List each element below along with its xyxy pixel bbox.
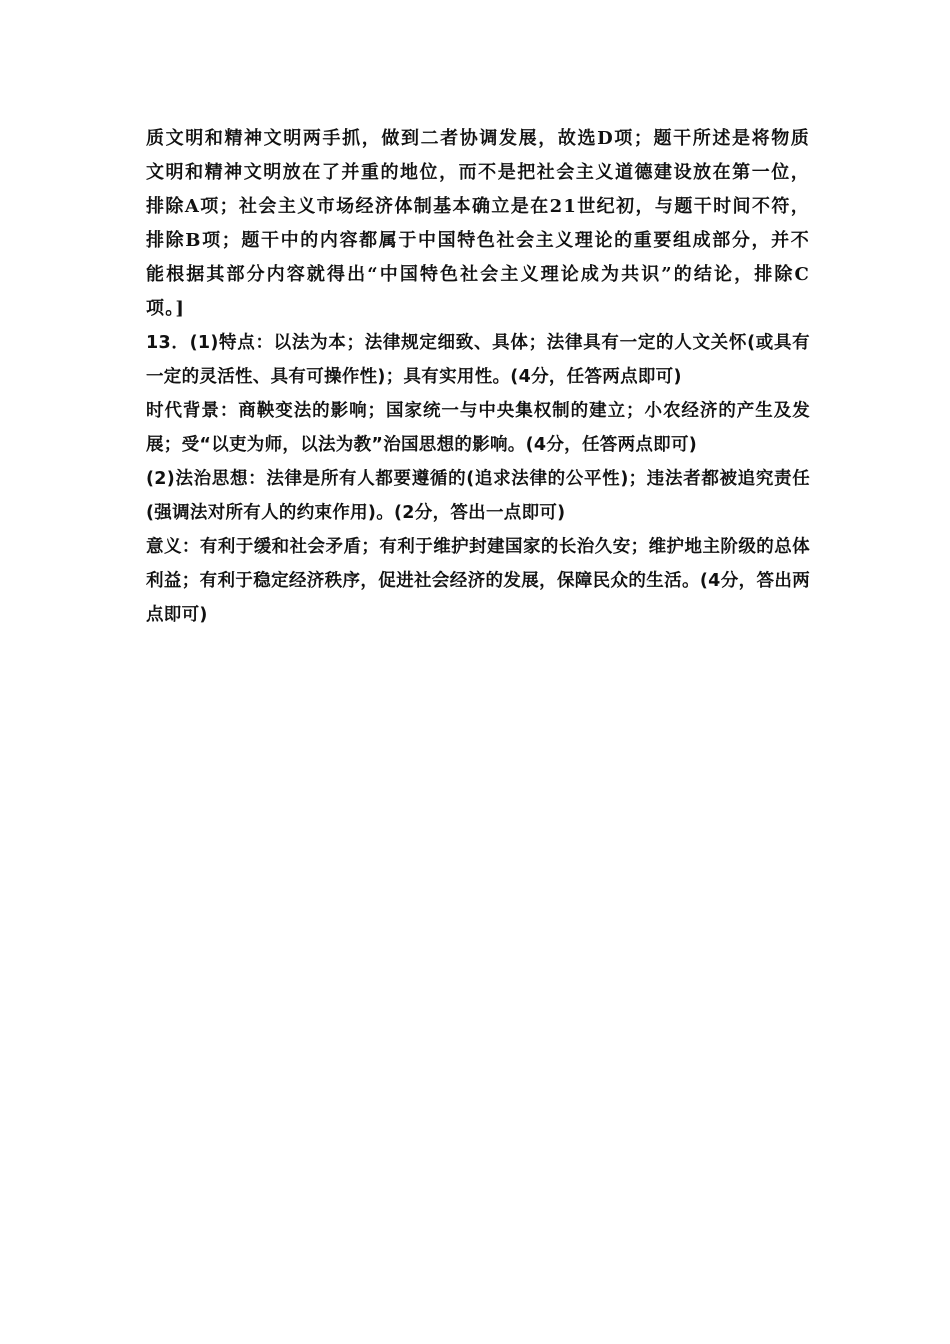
previous-answer-paragraph: 质文明和精神文明两手抓，做到二者协调发展，故选D项；题干所述是将物质文明和精神文明放在了并重的地位，而不是把社会主义道德建设放在第一位，排除A项；社会主义市场经济体制基本确立是在21世纪初，与题干时间不符，排除B项；题干中的内容都属于中国特色社会主义理论的重要组成部分，并不能根据其部分内容就得出“中国特色社会主义理论成为共识”的结论，排除C项。] bbox=[146, 128, 810, 319]
answer-content bbox=[146, 122, 810, 632]
q13-part2-significance: 意义：有利于缓和社会矛盾；有利于维护封建国家的长治久安；维护地主阶级的总体利益；有利于稳定经济秩序，促进社会经济的发展，保障民众的生活。(4分，答出两点即可) bbox=[146, 537, 810, 625]
q13-part1-features: 13．(1)特点：以法为本；法律规定细致、具体；法律具有一定的人文关怀(或具有一定的灵活性、具有可操作性)；具有实用性。(4分，任答两点即可) bbox=[146, 333, 810, 387]
q13-part2-thought: (2)法治思想：法律是所有人都要遵循的(追求法律的公平性)；违法者都被追究责任(强调法对所有人的约束作用)。(2分，答出一点即可) bbox=[146, 469, 810, 523]
q13-part1-background: 时代背景：商鞅变法的影响；国家统一与中央集权制的建立；小农经济的产生及发展；受“以吏为师，以法为教”治国思想的影响。(4分，任答两点即可) bbox=[146, 401, 810, 455]
